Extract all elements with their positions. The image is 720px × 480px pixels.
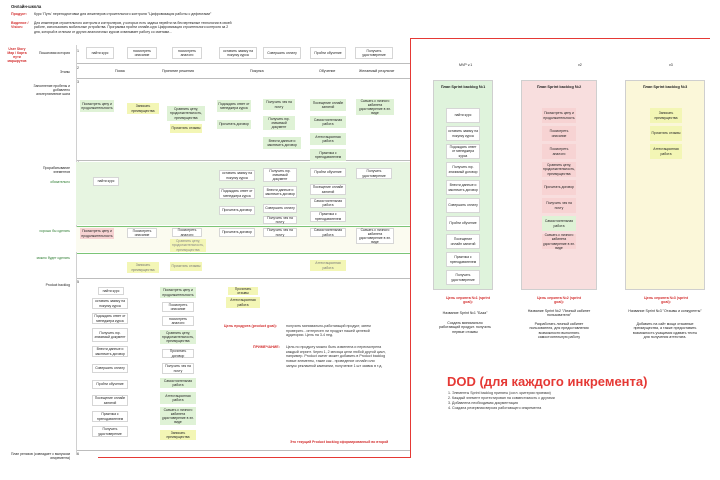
note-card: Практика с преподавателем bbox=[310, 149, 346, 161]
divider bbox=[76, 78, 410, 79]
task-card: Скачать с личного кабинета удостоверение в эл. виде bbox=[356, 228, 394, 244]
sprint-item: Самостоятельная работа bbox=[542, 216, 576, 231]
divider bbox=[76, 450, 410, 451]
task-card: Самостоятельная работа bbox=[310, 228, 346, 237]
task-card: Записать преимущества bbox=[127, 262, 159, 273]
sprint-item: Посмотреть аналоги bbox=[542, 144, 576, 159]
step-card: посмотреть аналоги bbox=[172, 47, 202, 59]
task-card: Прочитать договор bbox=[219, 228, 255, 237]
backlog-item: Аттестационная работа bbox=[160, 392, 196, 404]
vision-text: Для инженеров строительного контроля и контролеров, у которых есть задача перейти на бесчертежные технологии в своей работе, использовать мобильные устройства. Программа пройти онлайн-курс Цифровизация строительного контроля за 2 дня, который в отличии от других аналогичных курсов охватывает работу со сметами... bbox=[34, 21, 232, 34]
sprint-name: Название Sprint №2 "Личный кабинет пользователя" bbox=[527, 309, 591, 318]
backlog-item: Пройти обучение bbox=[92, 380, 128, 389]
product-label: Продукт: bbox=[11, 12, 28, 16]
backlog-item: посмотреть аналоги bbox=[162, 316, 194, 326]
pains-label: Заполнение пробелы и добавлено альтернативное шага bbox=[33, 84, 70, 96]
divider bbox=[76, 160, 410, 161]
backlog-label: Product backlog bbox=[45, 283, 70, 287]
release-label: План релизов (совпадает с выпуском инкремента) bbox=[11, 452, 70, 460]
product-goal-label: Цель продукта (product goal): bbox=[224, 324, 277, 328]
backlog-item: Аттестационная работа bbox=[226, 297, 260, 308]
backlog-item: Подождать ответ от менеджера курса bbox=[92, 313, 128, 324]
note-card: Посещение онлайн занятий bbox=[310, 99, 346, 111]
step-card: Совершить оплату bbox=[263, 47, 301, 59]
sprint-item: найти курс bbox=[446, 108, 480, 123]
task-card: Подождать ответ от менеджера курса bbox=[219, 188, 255, 199]
task-card: Практика с преподавателем bbox=[310, 211, 346, 222]
stage-label: Покупка bbox=[250, 69, 264, 73]
backlog-item: Скачать с личного кабинета удостоверение в эл. виде bbox=[160, 407, 196, 425]
task-card: Посмотреть цену и продолжительность bbox=[81, 229, 113, 238]
backlog-item: Посмотреть цену и продолжительность bbox=[160, 287, 196, 298]
backlog-item: Сравнить цену, продолжительность, преимущества bbox=[161, 330, 195, 344]
sprint-desc: Добавить на сайт мощи отзывные преимущества, а также предоставить возможность учащимся сдавать тесты для получения аттестата. bbox=[632, 322, 698, 340]
task-card: Получить чек на почту bbox=[263, 228, 297, 237]
connector-line bbox=[410, 38, 411, 458]
backlog-item: Получить юр. значимый документ bbox=[92, 328, 128, 342]
task-card: Сравнить цену, продолжительность, преимущества bbox=[171, 239, 205, 252]
divider-green bbox=[76, 253, 410, 254]
backlog-item: Получить удостоверение bbox=[92, 426, 128, 437]
note-card: Получить юр. значимый документ bbox=[263, 116, 295, 130]
divider bbox=[76, 63, 410, 64]
product-text: Курс 'Путь' переподготовки для инженеров строительного контроля "Цифровизация работы с дефектами" bbox=[34, 12, 212, 16]
note-card: Получить чек на почту bbox=[263, 99, 295, 110]
sprint-item: Посмотреть описание bbox=[542, 126, 576, 141]
dod-title: DOD (для каждого инкремента) bbox=[447, 374, 648, 389]
sprint-item: Прочитать договор bbox=[542, 180, 576, 195]
ideas-label: Прорабатывание элементов bbox=[43, 166, 70, 174]
sprint-goal-label: Цель спринта №3 (sprint goal): bbox=[644, 296, 688, 305]
sprint-item: Аттестационная работа bbox=[650, 144, 682, 159]
dod-item: 2. Каждый элемент протестирован на совместимость с другими bbox=[448, 396, 555, 400]
sprint-item: Получить удостоверение bbox=[446, 270, 480, 285]
product-goal-text: получить минимально-работающий продукт, затем проверить - интересен ли продукт нашей целевой аудитории. Цель на 3-4 нед. bbox=[286, 324, 371, 338]
step-card: посмотреть описание bbox=[127, 47, 157, 59]
note-card: Самостоятельная работа bbox=[310, 116, 346, 128]
connector-line bbox=[410, 38, 710, 39]
sprint-plan-title: План Sprint backlog №3 bbox=[642, 85, 688, 89]
sprint-goal-label: Цель спринта №1 (sprint goal): bbox=[446, 296, 490, 305]
sprint-item: Совершить оплату bbox=[446, 198, 480, 213]
backlog-item: Самостоятельная работа bbox=[160, 378, 196, 388]
backlog-item: Совершить оплату bbox=[92, 364, 128, 373]
connector-line bbox=[98, 457, 411, 458]
release-label: v3 bbox=[669, 63, 673, 67]
backlog-item: Записать преимущества bbox=[160, 430, 196, 440]
sprint-goal-label: Цель спринта №2 (sprint goal): bbox=[537, 296, 581, 305]
sprint-item: Сравнить цену, продолжительность, преимущества bbox=[542, 163, 576, 176]
must-label: обязательно bbox=[50, 180, 70, 184]
task-card: Посещение онлайн занятий bbox=[310, 184, 346, 195]
sprint-item: Скачать с личного кабинета удостоверение в эл. виде bbox=[543, 233, 575, 250]
release-label: v2 bbox=[578, 63, 582, 67]
sprint-item: Практика с преподавателем bbox=[446, 252, 480, 267]
sprint-name: Название Sprint №3 "Отзывы и конкуренты" bbox=[628, 309, 702, 313]
note-card: Аттестационная работа bbox=[310, 133, 346, 145]
backlog-item: Прочитать отзывы bbox=[228, 287, 258, 295]
sprint-item: оставить заявку на покупку курса bbox=[446, 126, 480, 141]
step-card: Пройти обучение bbox=[310, 47, 346, 59]
task-card: Получить удостоверение bbox=[356, 168, 392, 179]
stage-label: Обучение bbox=[319, 69, 336, 73]
task-card: Аттестационная работа bbox=[310, 260, 346, 271]
task-card: Внести данные и заключить договор bbox=[263, 186, 297, 198]
stage-label: Принятие решения bbox=[162, 69, 194, 73]
task-card: Прочитать договор bbox=[219, 206, 255, 215]
task-card: Совершить оплату bbox=[263, 204, 297, 213]
row-number: 2 bbox=[77, 66, 79, 70]
stages-label: Этапы bbox=[59, 70, 70, 74]
sprint-item: Получить юр. значимый договор bbox=[446, 162, 480, 177]
note-text: Цель по продукту можно быть изменена и пересмотрена каждый спринт. Через 1, 2 месяца цели любой другой цикл, например. Product owner может добавить в Product backlog новые элементы, такие как - проведение онлайн или запуск рекламной кампании, получение 1 шт заявок в т.д. bbox=[286, 345, 386, 368]
can-label: можно будет сделать bbox=[36, 256, 70, 260]
page-title: Онлайн-школа bbox=[11, 4, 42, 9]
sprint-name: Название Sprint №1 "База" bbox=[442, 311, 488, 315]
backlog-item: Посмотреть описание bbox=[162, 302, 194, 312]
note-card: Сравнить цену, продолжительность, преимущества bbox=[167, 106, 205, 121]
task-card: Посмотреть аналоги bbox=[172, 228, 202, 237]
backlog-item: Практика с преподавателем bbox=[92, 411, 128, 422]
sprint-item: Посещение онлайн занятий bbox=[446, 234, 480, 249]
backlog-item: Получить чек на почту bbox=[162, 363, 194, 374]
note-card: Посмотреть цену и продолжительность bbox=[81, 101, 113, 110]
stage-label: Поиск bbox=[115, 69, 125, 73]
task-card: Прочитать отзывы bbox=[170, 262, 202, 271]
release-label: MVP v.1 bbox=[459, 63, 473, 67]
backlog-footer: Это текущий Product backlog сформированный во второй bbox=[290, 440, 389, 444]
note-card: Скачать с личного кабинета удостоверение в эл. виде bbox=[356, 99, 394, 115]
goal-label: Пошаговая история bbox=[38, 51, 70, 55]
note-card: Прочитать договор bbox=[217, 120, 251, 129]
note-label: ПРИМЕЧАНИЕ: bbox=[253, 345, 280, 349]
task-card: Посмотреть описание bbox=[127, 228, 157, 238]
step-card: найти курс bbox=[86, 47, 114, 59]
sprint-desc: Разработать личный кабинет пользователя, для предоставления возможности выполнять самостоятельную работу bbox=[529, 322, 589, 340]
task-card: Получить чек на почту bbox=[263, 216, 297, 224]
note-card: Подождать ответ от менеджера курса bbox=[218, 101, 250, 110]
nice-label: хорошо бы сделать bbox=[39, 229, 70, 233]
sprint-plan-title: План Sprint backlog №1 bbox=[440, 85, 486, 89]
backlog-item: Внести данные и заключить договор bbox=[92, 346, 128, 357]
row-number: 1 bbox=[77, 49, 79, 53]
stage-label: Желаемый результат bbox=[359, 69, 395, 73]
user-map-label: User Story Map / Карта пути маршрутов bbox=[7, 47, 27, 63]
divider bbox=[76, 278, 410, 279]
task-card: Самостоятельная работа bbox=[310, 198, 346, 208]
sprint-item: Внести данные и заключить договор bbox=[446, 180, 480, 195]
row-number: 3 bbox=[77, 80, 79, 84]
dod-item: 3. Добавлена необходимая документация bbox=[448, 401, 518, 405]
backlog-item: оставить заявку на покупку курса bbox=[92, 298, 128, 309]
backlog-item: найти курс bbox=[98, 287, 124, 295]
sprint-plan-title: План Sprint backlog №2 bbox=[536, 85, 582, 89]
sprint-item: Подождать ответ от менеджера курса bbox=[446, 144, 480, 159]
step-card: оставить заявку на покупку курса bbox=[219, 47, 257, 59]
sprint-item: Прочитать отзывы bbox=[650, 126, 682, 141]
row-number: 5 bbox=[77, 280, 79, 284]
note-card: Внести данные и заключить договор bbox=[263, 137, 301, 149]
dod-item: 4. Создана резервная версия работающего инкремента bbox=[448, 406, 542, 410]
sprint-item: Получить чек на почту bbox=[542, 198, 576, 213]
task-card: найти курс bbox=[93, 177, 119, 186]
task-card: Получить юр. значимый документ bbox=[263, 168, 297, 182]
dod-item: 1. Элементы Sprint backlog приняты (согл. критерии приемки) bbox=[448, 391, 551, 395]
task-card: оставить заявку на покупку курса bbox=[219, 170, 255, 181]
note-card: Прочитать отзывы bbox=[170, 124, 202, 133]
sprint-item: Пройти обучение bbox=[446, 216, 480, 231]
sprint-item: Посмотреть цену и продолжительность bbox=[542, 108, 576, 123]
sprint-desc: Создать минимально работающий продукт. получить первые отзывы bbox=[438, 321, 492, 334]
step-card: Получить удостоверение bbox=[355, 47, 393, 59]
task-card: Пройти обучение bbox=[310, 168, 346, 177]
row-number: 6 bbox=[77, 452, 79, 456]
backlog-item: Прочитать договор bbox=[162, 349, 194, 358]
backlog-item: Посещение онлайн занятий bbox=[92, 395, 128, 406]
sprint-item: Записать преимущества bbox=[650, 108, 682, 123]
note-card: Записать преимущества bbox=[127, 103, 159, 114]
vision-label: Видение / Vision: bbox=[11, 21, 29, 30]
